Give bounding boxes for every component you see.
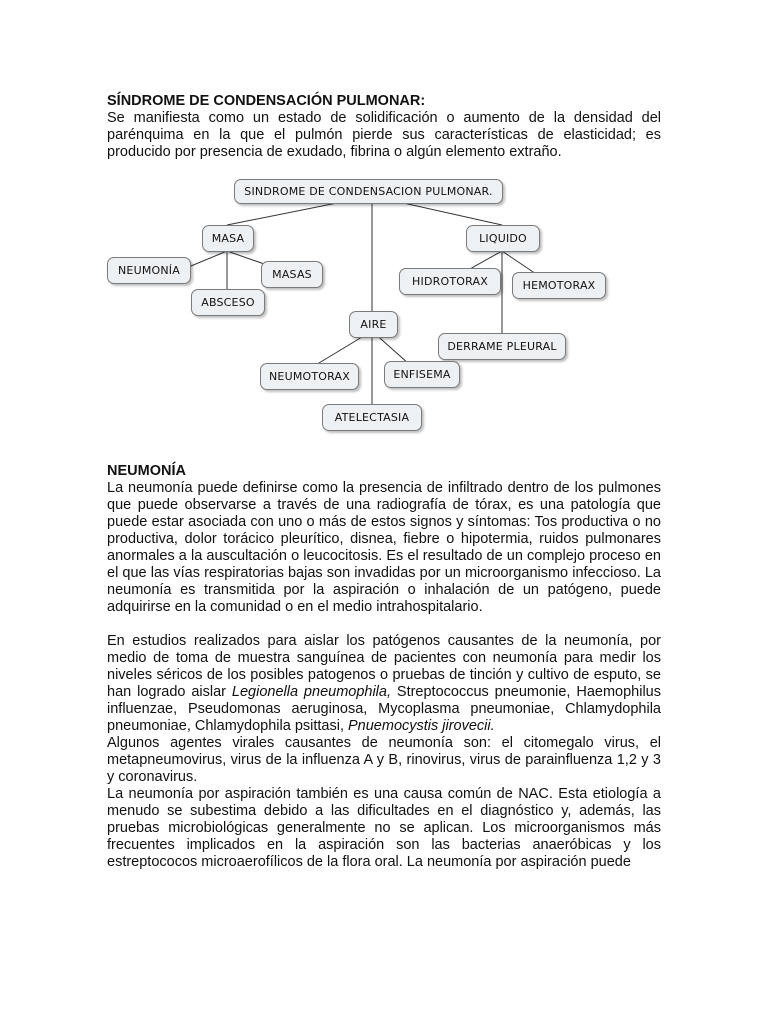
p2-italic-pneumocystis: Pnuemocystis jirovecii. (348, 718, 495, 734)
node-absceso: ABSCESO (191, 289, 265, 316)
p2-text-b: Streptococcus pneumonie, Haemophilus influenzae, Pseudomonas aeruginosa, Mycoplasma pneumoniae, Chlamydophila pneumoniae, Chlamydophila psittasi, (107, 684, 661, 734)
p2-italic-legionella: Legionella pneumophila, (231, 684, 391, 700)
neumonia-paragraph-1: La neumonía puede definirse como la presencia de infiltrado dentro de los pulmones que puede observarse a través de una radiografía de tórax, es una patología que puede estar asociada con uno o más de estos signos y síntomas: Tos productiva o no productiva, dolor torácico pleurítico, disnea, fiebre o hipotermia, ruidos pulmonares anormales a la auscultación o leucocitosis. Es el resultado de un complejo proceso en el que las vías respiratorias bajas son invadidas por un microorganismo infeccioso. La neumonía es transmitida por la aspiración o inhalación de un patógeno, puede adquirirse en la comunidad o en el medio intrahospitalario. (107, 480, 661, 615)
section-title-neumonia: NEUMONÍA (107, 463, 186, 479)
node-neumonia: NEUMONÍA (107, 257, 191, 284)
neumonia-paragraph-3: Algunos agentes virales causantes de neumonía son: el citomegalo virus, el metapneumovirus, virus de la influenza A y B, rinovirus, virus de parainfluenza 1,2 y 3 y coronavirus. (107, 735, 661, 785)
node-enfisema: ENFISEMA (384, 361, 460, 388)
node-hidrotorax: HIDROTORAX (399, 268, 501, 295)
node-atelectasia: ATELECTASIA (322, 404, 422, 431)
node-derrame-pleural: DERRAME PLEURAL (438, 333, 566, 360)
node-liquido: LIQUIDO (466, 225, 540, 252)
concept-map (107, 171, 661, 446)
neumonia-paragraph-2 (107, 633, 661, 735)
node-neumotorax: NEUMOTORAX (260, 363, 359, 390)
paragraph-spacer (107, 616, 661, 633)
node-aire: AIRE (349, 311, 398, 338)
node-hemotorax: HEMOTORAX (512, 272, 606, 299)
section-title-sindrome: SÍNDROME DE CONDENSACIÓN PULMONAR: (107, 93, 426, 109)
node-masas: MASAS (261, 261, 323, 288)
node-root: SINDROME DE CONDENSACION PULMONAR. (234, 179, 503, 204)
node-masa: MASA (202, 225, 254, 252)
neumonia-paragraph-4: La neumonía por aspiración también es una causa común de NAC. Esta etiología a menudo se subestima debido a las dificultades en el diagnóstico y, además, las pruebas microbiológicas generalmente no se aplican. Los microorganismos más frecuentes implicados en la aspiración son las bacterias anaeróbicas y los estreptococos microaerofílicos de la flora oral. La neumonía por aspiración puede (107, 786, 661, 870)
intro-paragraph: Se manifiesta como un estado de solidificación o aumento de la densidad del parénquima en la que el pulmón pierde sus características de elasticidad; es producido por presencia de exudado, fibrina o algún elemento extraño. (107, 110, 661, 160)
document-page (107, 93, 661, 871)
p2-text-a: En estudios realizados para aislar los patógenos causantes de la neumonía, por medio de toma de muestra sanguínea de pacientes con neumonía para medir los niveles séricos de los posibles patogenos o pruebas de tinción y cultivo de esputo, se han logrado aislar (107, 633, 661, 700)
